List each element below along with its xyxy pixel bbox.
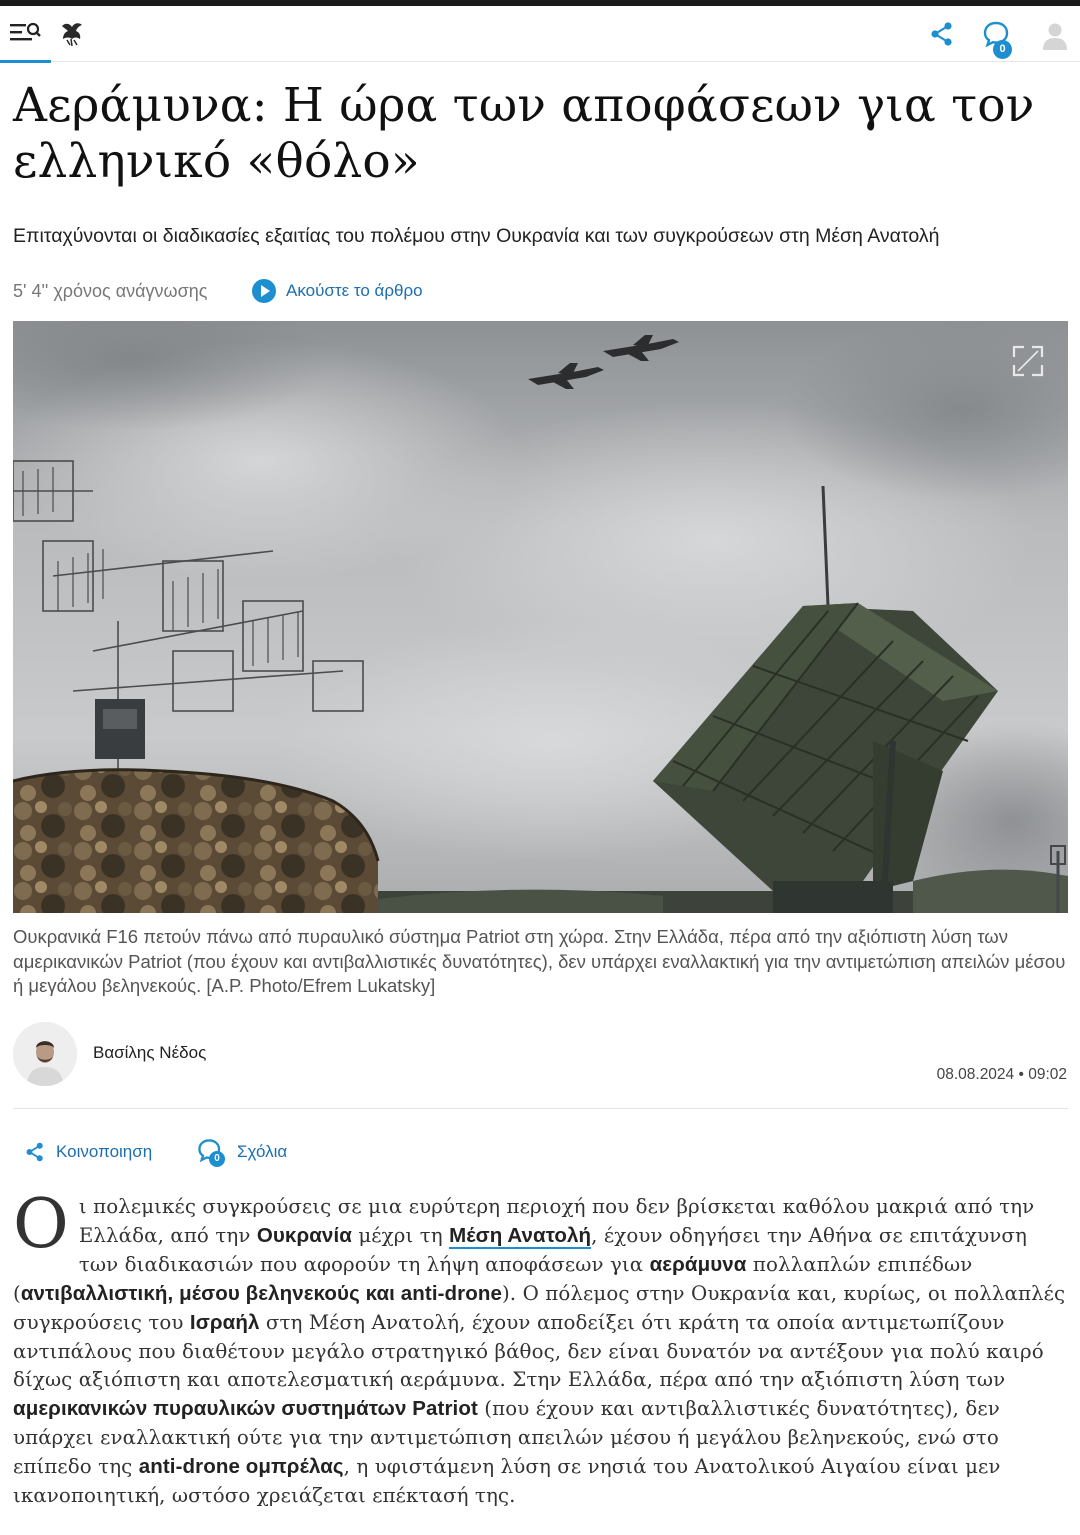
comments-count-badge: 0 <box>993 40 1012 59</box>
body-bold: Ισραήλ <box>189 1310 260 1334</box>
body-text: πολλαπλών επιπέδων ( <box>13 1252 973 1305</box>
share-label: Κοινοποιηση <box>56 1142 153 1161</box>
hero-image[interactable] <box>13 321 1068 913</box>
article-body <box>13 1185 1070 1511</box>
body-bold: αντιβαλλιστική, μέσου βεληνεκούς και anti-drone <box>20 1281 502 1305</box>
read-time: 5' 4'' χρόνος ανάγνωσης <box>13 281 208 301</box>
body-text: ). Ο πόλεμος στην Ουκρανία και, κυρίως, οι πολλαπλές συγκρούσεις του <box>13 1281 1066 1334</box>
image-caption: Ουκρανικά F16 πετούν πάνω από πυραυλικό σύστημα Patriot στη χώρα. Στην Ελλάδα, πέρα από την αξιόπιστη λύση των αμερικανικών Patriot (που έχουν και αντιβαλλιστικές δυνατότητες), δεν υπάρχει εναλλακτική για την αντιμετώπιση απειλών μέσου ή μεγάλου βεληνεκούς. [A.P. Photo/Efrem Lukatsky] <box>13 926 1066 996</box>
user-icon[interactable] <box>1040 20 1070 52</box>
author-portrait-icon <box>13 1022 77 1086</box>
comments-count-badge: 0 <box>209 1151 225 1167</box>
article-title: Αεράμυνα: Η ώρα των αποφάσεων για τον ελληνικό «θόλο» <box>13 78 1035 189</box>
site-header <box>0 6 1080 62</box>
menu-search-icon[interactable] <box>8 18 42 48</box>
comments-label: Σχόλια <box>237 1142 288 1161</box>
logo-icon[interactable] <box>58 18 86 48</box>
body-text: στη Μέση Ανατολή, έχουν αποδείξει ότι κράτη τα οποία αντιμετωπίζουν αντιπάλους που διαθέτουν μεγάλο στρατηγικό βάθος, δεν είναι δυνατόν να αντέξουν για πολύ καιρό δίχως αξιόπιστη και αποτελεσματική αεράμυνα. Στην Ελλάδα, πέρα από την αξιόπιστη λύση των <box>13 1310 1044 1392</box>
article-subtitle: Επιταχύνονται οι διαδικασίες εξαιτίας του πολέμου στην Ουκρανία και των συγκρούσεων στη Μέση Ανατολή <box>13 225 940 247</box>
divider <box>13 1108 1068 1109</box>
body-text: , έχουν οδηγήσει την Αθήνα σε επιτάχυνση των διαδικασιών που αφορούν τη λήψη αποφάσεων για <box>78 1223 1027 1276</box>
body-bold: αμερικανικών πυραυλικών συστημάτων Patriot <box>13 1397 478 1421</box>
body-bold: αεράμυνα <box>649 1252 747 1276</box>
author-name[interactable]: Βασίλης Νέδος <box>93 1043 207 1062</box>
play-icon <box>252 279 276 303</box>
share-icon[interactable] <box>928 20 956 48</box>
body-text: μέχρι τη <box>351 1223 450 1247</box>
body-text: ι πολεμικές συγκρούσεις σε μια ευρύτερη περιοχή που δεν βρίσκεται καθόλου μακριά από την Ελλάδα, από την <box>78 1195 1035 1247</box>
share-icon <box>24 1141 46 1163</box>
body-bold: Ουκρανία <box>256 1223 352 1247</box>
expand-icon[interactable] <box>1010 343 1046 379</box>
author-avatar[interactable] <box>13 1022 77 1086</box>
body-text: , η υφιστάμενη λύση σε νησιά του Ανατολικού Αιγαίου είναι μεν ικανοποιητική, ωστόσο χρειάζεται επέκτασή της. <box>13 1455 1001 1508</box>
drop-cap: Ο <box>13 1185 69 1264</box>
body-bold: anti-drone ομπρέλας <box>138 1455 344 1479</box>
listen-article-button[interactable] <box>252 276 423 306</box>
middle-east-link[interactable]: Μέση Ανατολή <box>449 1223 592 1247</box>
listen-label: Ακούστε το άρθρο <box>286 281 423 300</box>
active-indicator <box>0 60 51 63</box>
comments-button[interactable] <box>195 1136 287 1168</box>
comments-icon <box>195 1136 227 1168</box>
hero-photo-illustration <box>13 321 1068 913</box>
publish-date: 08.08.2024 • 09:02 <box>936 1066 1067 1083</box>
body-text: (που έχουν και αντιβαλλιστικές δυνατότητες), δεν υπάρχει εναλλακτική ούτε για την αντιμετώπιση απειλών μέσου ή μεγάλου βεληνεκούς, ενώ στο επίπεδο της <box>13 1397 1000 1479</box>
share-button[interactable] <box>24 1138 152 1166</box>
